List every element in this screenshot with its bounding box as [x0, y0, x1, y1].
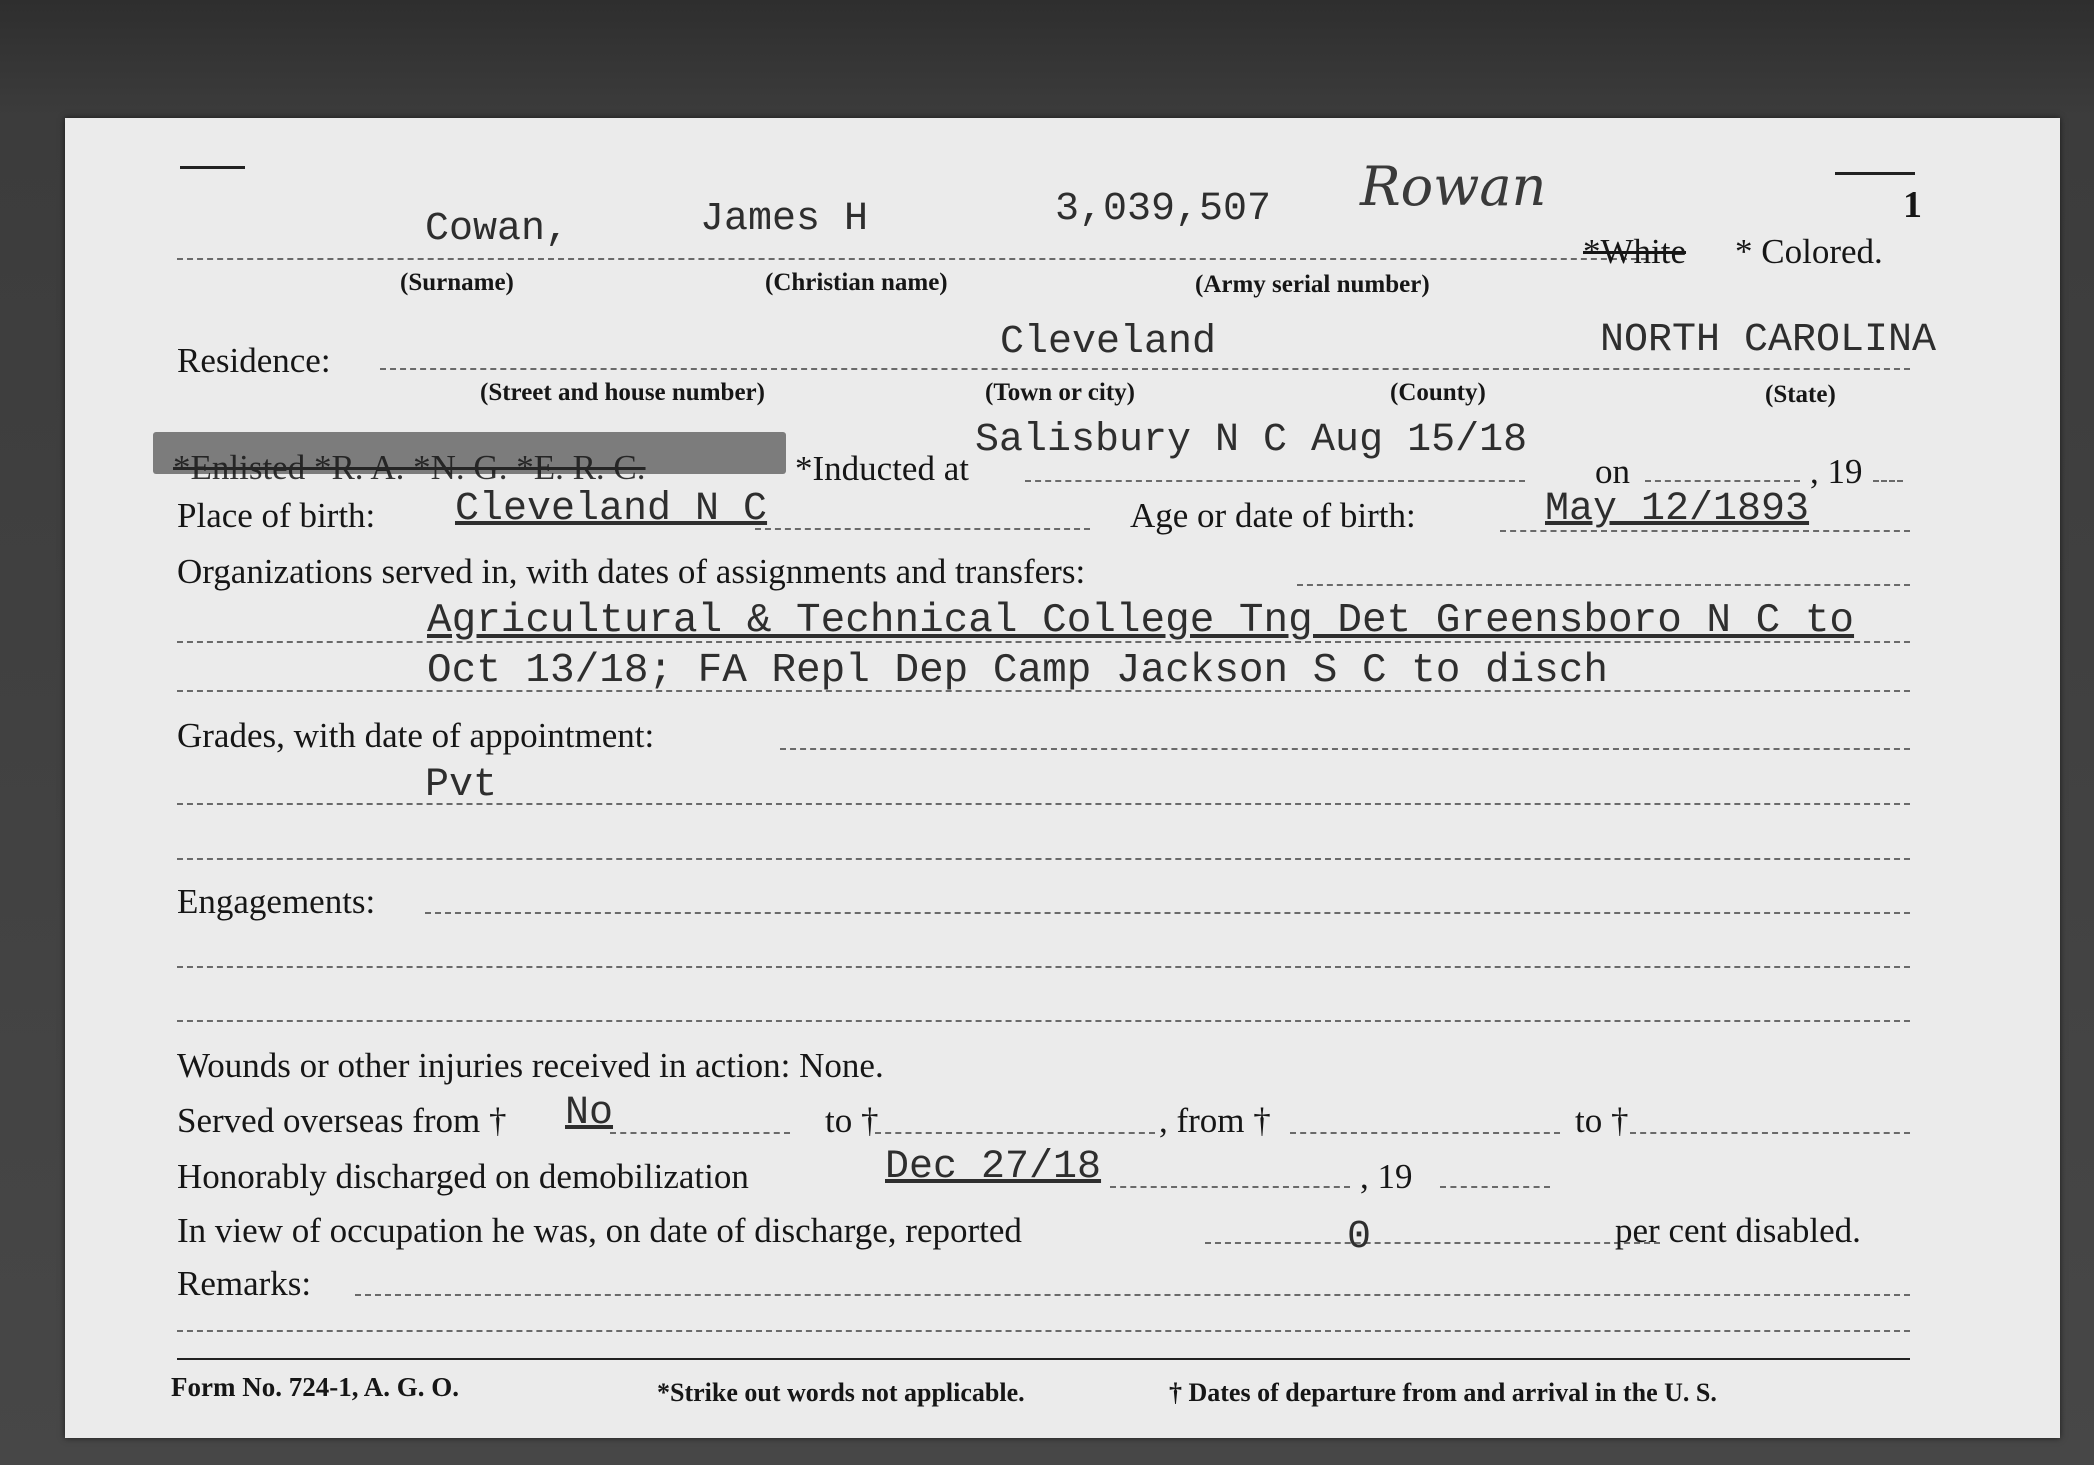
inducted-line — [1025, 480, 1525, 482]
grades-row2-line — [177, 858, 1910, 860]
organizations-row2-line — [177, 690, 1910, 692]
discharge-year-line — [1440, 1186, 1550, 1188]
discharge-value: Dec 27/18 — [885, 1145, 1102, 1190]
overseas-to-label: to † — [825, 1101, 879, 1140]
overseas-to2-label: to † — [1575, 1101, 1629, 1140]
engagements-row1-line — [177, 966, 1910, 968]
race-white: *White — [1583, 232, 1687, 271]
serial-number-caption: (Army serial number) — [1195, 271, 1430, 298]
service-record-card — [65, 118, 2060, 1438]
grades-value: Pvt — [425, 763, 498, 808]
discharge-year-suffix: , 19 — [1360, 1157, 1413, 1196]
discharge-label: Honorably discharged on demobilization — [177, 1157, 749, 1196]
year-line — [1873, 480, 1903, 482]
top-left-rule — [180, 166, 245, 169]
organizations-line — [1297, 584, 1910, 586]
county-handwritten: Rowan — [1360, 155, 1547, 218]
on-label: on — [1595, 452, 1630, 491]
remarks-row1-line — [177, 1330, 1910, 1332]
place-of-birth-value: Cleveland N C — [455, 487, 768, 532]
organizations-row1-line — [177, 641, 1910, 643]
place-of-birth-line — [755, 528, 1090, 530]
inducted-label: *Inducted at — [795, 449, 969, 488]
residence-line — [380, 368, 1910, 370]
surname-value: Cowan, — [425, 207, 570, 252]
overseas-from2-label: , from † — [1159, 1101, 1271, 1140]
remarks-line — [355, 1294, 1910, 1296]
overseas-from-line — [610, 1132, 790, 1134]
page-number: 1 — [1903, 184, 1922, 226]
disability-label: In view of occupation he was, on date of discharge, reported — [177, 1211, 1022, 1250]
name-line — [177, 258, 1647, 260]
street-caption: (Street and house number) — [480, 379, 765, 406]
disability-line — [1205, 1242, 1660, 1244]
surname-caption: (Surname) — [400, 269, 514, 296]
disability-suffix: per cent disabled. — [1615, 1211, 1861, 1250]
county-caption: (County) — [1390, 379, 1486, 406]
form-number: Form No. 724-1, A. G. O. — [171, 1372, 459, 1402]
organizations-line2: Oct 13/18; FA Repl Dep Camp Jackson S C to disch — [427, 648, 1608, 694]
grades-label: Grades, with date of appointment: — [177, 716, 655, 755]
place-of-birth-label: Place of birth: — [177, 496, 376, 535]
disability-value: 0 — [1347, 1215, 1372, 1260]
strike-note: *Strike out words not applicable. — [657, 1378, 1025, 1407]
residence-town-value: Cleveland — [1000, 320, 1217, 365]
grades-line — [780, 748, 1910, 750]
enlisted-options: *Enlisted *R. A. *N. G. *E. R. C. — [173, 448, 646, 487]
engagements-row2-line — [177, 1020, 1910, 1022]
residence-label: Residence: — [177, 341, 331, 380]
overseas-from2-line — [1290, 1132, 1560, 1134]
served-overseas-label: Served overseas from † — [177, 1101, 507, 1140]
inducted-value: Salisbury N C Aug 15/18 — [975, 418, 1528, 463]
inducted-year-suffix: , 19 — [1810, 452, 1863, 491]
age-value: May 12/1893 — [1545, 487, 1810, 532]
grades-row1-line — [177, 803, 1910, 805]
overseas-to-line — [875, 1132, 1155, 1134]
overseas-to2-line — [1630, 1132, 1910, 1134]
christian-name-value: James H — [700, 197, 869, 242]
state-caption: (State) — [1765, 381, 1836, 408]
age-line — [1500, 530, 1910, 532]
engagements-line — [425, 912, 1910, 914]
organizations-label: Organizations served in, with dates of assignments and transfers: — [177, 552, 1086, 591]
town-caption: (Town or city) — [985, 379, 1135, 406]
discharge-line — [1110, 1186, 1350, 1188]
footer-rule — [177, 1358, 1910, 1360]
remarks-label: Remarks: — [177, 1264, 312, 1303]
organizations-line1: Agricultural & Technical College Tng Det Greensboro N C to — [427, 598, 1855, 644]
on-line — [1645, 480, 1800, 482]
top-right-rule — [1835, 172, 1915, 175]
residence-state-value: NORTH CAROLINA — [1600, 318, 1937, 363]
engagements-label: Engagements: — [177, 882, 376, 921]
served-overseas-value: No — [565, 1091, 614, 1136]
dates-note: † Dates of departure from and arrival in the U. S. — [1169, 1378, 1717, 1407]
age-label: Age or date of birth: — [1130, 496, 1416, 535]
christian-name-caption: (Christian name) — [765, 269, 948, 296]
race-colored: * Colored. — [1735, 232, 1883, 271]
serial-number-value: 3,039,507 — [1055, 187, 1272, 232]
wounds-label: Wounds or other injuries received in action: None. — [177, 1046, 884, 1085]
